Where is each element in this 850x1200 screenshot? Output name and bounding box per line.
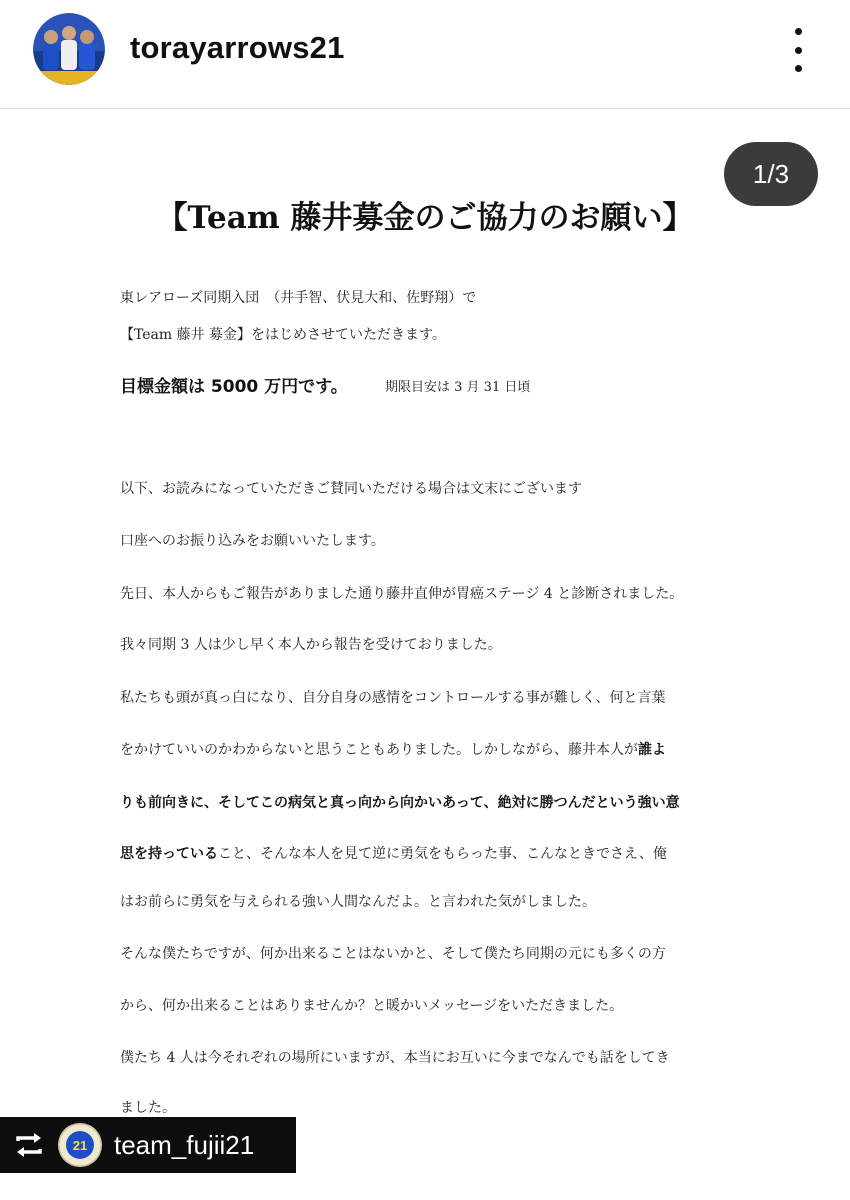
- body-line-1: 以下、お読みになっていただきご賛同いただける場合は文末にございます: [120, 481, 582, 497]
- body-line-11: から、何か出来ることはありませんか？と暖かいメッセージをいただきました。: [120, 998, 624, 1014]
- body-line-13: ました。: [120, 1100, 176, 1116]
- repost-avatar[interactable]: [58, 1123, 102, 1167]
- deadline-text: 期限目安は 3 月 31 日頃: [385, 380, 531, 395]
- account-username[interactable]: torayarrows21: [130, 30, 345, 65]
- body-line-10: そんな僕たちですが、何か出来ることはないかと、そして僕たち同期の元にも多くの方: [120, 946, 666, 962]
- body-line-8-bold: 思を持っている: [120, 846, 218, 862]
- body-line-6: [120, 739, 666, 759]
- repost-username[interactable]: team_fujii21: [114, 1130, 255, 1160]
- repost-avatar-badge: 21: [72, 1138, 88, 1153]
- intro-line-2: 【Team 藤井 募金】をはじめさせていただきます。: [120, 327, 446, 343]
- body-line-4: 我々同期 3 人は少し早く本人から報告を受けておりました。: [120, 637, 502, 653]
- body-line-2: 口座へのお振り込みをお願いいたします。: [120, 533, 385, 549]
- body-line-7: りも前向きに、そしてこの病気と真っ向から向かいあって、絶対に勝つんだという強い意: [120, 795, 680, 811]
- body-line-12: 僕たち 4 人は今それぞれの場所にいますが、本当にお互いに今までなんでも話をしてき: [120, 1050, 670, 1066]
- more-options-icon[interactable]: [780, 28, 816, 72]
- body-line-8: [120, 843, 667, 863]
- profile-avatar[interactable]: [33, 13, 105, 85]
- repost-attribution[interactable]: [0, 1117, 296, 1173]
- body-line-6-bold: 誰よ: [638, 742, 666, 758]
- intro-line-1: 東レアローズ同期入団 （井手智、伏見大和、佐野翔）で: [120, 290, 477, 306]
- body-line-9: はお前らに勇気を与えられる強い人間なんだよ。と言われた気がしました。: [120, 894, 596, 910]
- post-header: [0, 0, 850, 109]
- document-title: 【Team 藤井募金のご協力のお願い】: [156, 200, 694, 236]
- body-line-3: 先日、本人からもご報告がありました通り藤井直伸が胃癌ステージ 4 と診断されました。: [120, 586, 684, 602]
- goal-amount: 目標金額は 5000 万円です。: [120, 377, 348, 397]
- body-line-6-normal: をかけていいのかわからないと思うこともありました。しかしながら、藤井本人が: [120, 742, 638, 758]
- page-indicator: 1/3: [724, 142, 818, 206]
- repost-icon: [12, 1131, 46, 1159]
- body-line-8-normal: こと、そんな本人を見て逆に勇気をもらった事、こんなときでさえ、俺: [218, 846, 667, 862]
- post-image: [0, 109, 850, 1200]
- body-line-5: 私たちも頭が真っ白になり、自分自身の感情をコントロールする事が難しく、何と言葉: [120, 690, 666, 706]
